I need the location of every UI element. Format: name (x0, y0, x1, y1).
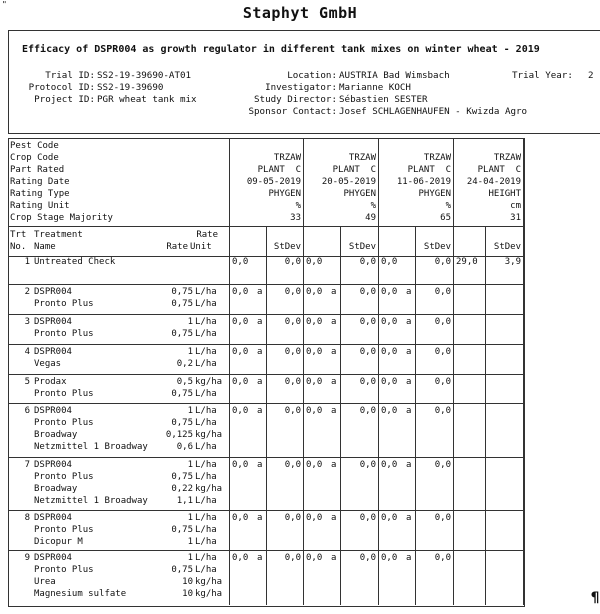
significance-letter: a (257, 513, 263, 523)
stdev-value: 0,0 (359, 377, 376, 387)
rating-part-rated: PLANT C (332, 165, 376, 175)
product-unit: L/ha (195, 359, 217, 369)
col-header-rate: Rate (166, 242, 188, 252)
col-header-stdev: StDev (273, 242, 301, 252)
col-header-no: No. (10, 242, 27, 252)
rating-crop-code: TRZAW (273, 153, 301, 163)
stdev-value: 0,0 (359, 406, 376, 416)
trial-id-label: Trial ID: (45, 70, 95, 81)
stdev-value: 3,9 (504, 257, 521, 267)
rating-crop-stage: 65 (440, 213, 451, 223)
treatment-number: 2 (24, 287, 30, 297)
significance-letter: a (331, 317, 337, 327)
rating-value: 0,0 (306, 257, 323, 267)
product-name: DSPR004 (34, 406, 72, 416)
rating-value: 0,0 (306, 460, 323, 470)
product-rate: 0,2 (176, 359, 193, 369)
product-rate: 0,75 (171, 389, 193, 399)
stdev-value: 0,0 (434, 460, 451, 470)
stdev-value: 0,0 (284, 257, 301, 267)
product-name: Netzmittel 1 Broadway (34, 442, 148, 452)
product-name: DSPR004 (34, 553, 72, 563)
rating-part-rated: PLANT C (407, 165, 451, 175)
significance-letter: a (406, 377, 412, 387)
rating-value: 0,0 (306, 347, 323, 357)
product-rate: 1 (187, 317, 193, 327)
product-unit: L/ha (195, 406, 217, 416)
product-unit: L/ha (195, 418, 217, 428)
stdev-value: 0,0 (434, 317, 451, 327)
corner-mark: " (2, 0, 7, 9)
product-rate: 0,75 (171, 329, 193, 339)
rating-value: 0,0 (232, 347, 249, 357)
header-label: Pest Code (10, 141, 59, 151)
rating-value: 0,0 (306, 513, 323, 523)
sponsor-contact: Josef SCHLAGENHAUFEN - Kwizda Agro (339, 106, 528, 117)
product-unit: L/ha (195, 347, 217, 357)
rating-rating-type: PHYGEN (343, 189, 376, 199)
rating-part-rated: PLANT C (257, 165, 301, 175)
stdev-separator (485, 226, 486, 605)
rating-rating-date: 09-05-2019 (246, 177, 301, 187)
stdev-value: 0,0 (284, 513, 301, 523)
product-rate: 0,125 (165, 430, 193, 440)
significance-letter: a (331, 406, 337, 416)
treatment-number: 4 (24, 347, 30, 357)
stdev-value: 0,0 (284, 347, 301, 357)
rating-value: 0,0 (232, 257, 249, 267)
product-name: Pronto Plus (34, 329, 94, 339)
rating-value: 0,0 (381, 460, 398, 470)
product-name: Vegas (34, 359, 62, 369)
project-id: PGR wheat tank mix (97, 94, 197, 105)
stdev-value: 0,0 (284, 377, 301, 387)
rating-value: 29,0 (456, 257, 478, 267)
protocol-id-label: Protocol ID: (28, 82, 95, 93)
product-rate: 0,75 (171, 299, 193, 309)
significance-letter: a (257, 287, 263, 297)
rating-value: 0,0 (232, 377, 249, 387)
product-unit: L/ha (195, 287, 217, 297)
product-unit: L/ha (195, 472, 217, 482)
investigator: Marianne KOCH (339, 82, 411, 93)
stdev-value: 0,0 (359, 257, 376, 267)
treatment-number: 8 (24, 513, 30, 523)
significance-letter: a (257, 406, 263, 416)
company-name: Staphyt GmbH (242, 4, 358, 22)
investigator-label: Investigator: (265, 82, 337, 93)
header-label: Rating Date (10, 177, 70, 187)
col-header-rate: Rate (196, 230, 218, 240)
significance-letter: a (331, 347, 337, 357)
product-rate: 0,22 (171, 484, 193, 494)
significance-letter: a (331, 287, 337, 297)
rating-value: 0,0 (381, 513, 398, 523)
col-header-stdev: StDev (493, 242, 521, 252)
rating-rating-type: PHYGEN (418, 189, 451, 199)
significance-letter: a (331, 377, 337, 387)
study-director: Sébastien SESTER (339, 94, 428, 105)
product-name: Netzmittel 1 Broadway (34, 496, 148, 506)
significance-letter: a (331, 513, 337, 523)
stdev-value: 0,0 (284, 287, 301, 297)
significance-letter: a (257, 553, 263, 563)
product-name: DSPR004 (34, 287, 72, 297)
location-label: Location: (287, 70, 337, 81)
product-rate: 1,1 (176, 496, 193, 506)
product-name: DSPR004 (34, 317, 72, 327)
significance-letter: a (331, 553, 337, 563)
significance-letter: a (331, 460, 337, 470)
significance-letter: a (406, 347, 412, 357)
rating-value: 0,0 (381, 553, 398, 563)
significance-letter: a (257, 377, 263, 387)
rating-crop-code: TRZAW (348, 153, 376, 163)
col-separator (523, 138, 524, 605)
product-unit: kg/ha (195, 484, 223, 494)
header-label: Part Rated (10, 165, 65, 175)
header-label: Rating Type (10, 189, 70, 199)
stdev-value: 0,0 (434, 513, 451, 523)
rating-rating-unit: cm (510, 201, 521, 211)
treatment-number: 1 (24, 257, 30, 267)
header-label: Rating Unit (10, 201, 70, 211)
rating-value: 0,0 (232, 406, 249, 416)
stdev-value: 0,0 (434, 406, 451, 416)
treatment-number: 6 (24, 406, 30, 416)
trial-id: SS2-19-39690-AT01 (97, 70, 192, 81)
rating-value: 0,0 (381, 257, 398, 267)
product-rate: 1 (187, 537, 193, 547)
col-header-stdev: StDev (423, 242, 451, 252)
trial-year: 2 (588, 70, 594, 81)
protocol-id: SS2-19-39690 (97, 82, 164, 93)
product-unit: L/ha (195, 442, 217, 452)
significance-letter: a (406, 317, 412, 327)
product-name: Broadway (34, 430, 78, 440)
product-rate: 0,75 (171, 525, 193, 535)
product-name: DSPR004 (34, 513, 72, 523)
product-name: Pronto Plus (34, 565, 94, 575)
product-rate: 0,5 (176, 377, 193, 387)
rating-value: 0,0 (232, 287, 249, 297)
product-unit: L/ha (195, 525, 217, 535)
rating-rating-unit: % (370, 201, 376, 211)
project-id-label: Project ID: (34, 94, 95, 105)
product-name: Pronto Plus (34, 418, 94, 428)
product-unit: kg/ha (195, 377, 223, 387)
product-rate: 0,75 (171, 287, 193, 297)
product-unit: L/ha (195, 553, 217, 563)
rating-value: 0,0 (306, 287, 323, 297)
product-name: Untreated Check (34, 257, 116, 267)
product-rate: 1 (187, 460, 193, 470)
trial-year-label: Trial Year: (512, 70, 573, 81)
rating-value: 0,0 (381, 317, 398, 327)
product-rate: 0,75 (171, 418, 193, 428)
rating-rating-unit: % (445, 201, 451, 211)
rating-value: 0,0 (232, 317, 249, 327)
rating-value: 0,0 (232, 553, 249, 563)
product-rate: 0,75 (171, 472, 193, 482)
significance-letter: a (406, 513, 412, 523)
rating-rating-date: 24-04-2019 (466, 177, 521, 187)
rating-value: 0,0 (381, 287, 398, 297)
header-label: Crop Code (10, 153, 59, 163)
pilcrow-mark: ¶ (591, 590, 600, 606)
product-unit: L/ha (195, 565, 217, 575)
significance-letter: a (257, 317, 263, 327)
location: AUSTRIA Bad Wimsbach (339, 70, 450, 81)
stdev-value: 0,0 (434, 257, 451, 267)
stdev-value: 0,0 (359, 317, 376, 327)
product-name: Prodax (34, 377, 67, 387)
stdev-value: 0,0 (284, 553, 301, 563)
product-unit: L/ha (195, 317, 217, 327)
rating-value: 0,0 (381, 377, 398, 387)
rating-rating-date: 20-05-2019 (321, 177, 376, 187)
stdev-value: 0,0 (434, 377, 451, 387)
product-unit: L/ha (195, 513, 217, 523)
product-unit: L/ha (195, 496, 217, 506)
rating-value: 0,0 (306, 317, 323, 327)
rating-value: 0,0 (381, 406, 398, 416)
stdev-value: 0,0 (359, 553, 376, 563)
product-name: DSPR004 (34, 460, 72, 470)
treatment-number: 7 (24, 460, 30, 470)
rating-rating-type: HEIGHT (488, 189, 521, 199)
sponsor-contact-label: Sponsor Contact: (248, 106, 337, 117)
product-rate: 1 (187, 553, 193, 563)
product-rate: 0,75 (171, 565, 193, 575)
product-unit: L/ha (195, 537, 217, 547)
col-header-trt: Trt (10, 230, 27, 240)
header-label: Crop Stage Majority (10, 213, 113, 223)
stdev-value: 0,0 (359, 460, 376, 470)
rating-value: 0,0 (306, 406, 323, 416)
rating-value: 0,0 (306, 553, 323, 563)
significance-letter: a (406, 553, 412, 563)
product-rate: 0,6 (176, 442, 193, 452)
rating-value: 0,0 (381, 347, 398, 357)
stdev-value: 0,0 (434, 347, 451, 357)
product-name: Dicopur M (34, 537, 83, 547)
rating-crop-code: TRZAW (493, 153, 521, 163)
product-unit: L/ha (195, 389, 217, 399)
product-rate: 1 (187, 347, 193, 357)
rating-rating-unit: % (295, 201, 301, 211)
product-unit: L/ha (195, 299, 217, 309)
treatment-number: 3 (24, 317, 30, 327)
product-rate: 1 (187, 406, 193, 416)
product-unit: L/ha (195, 460, 217, 470)
product-unit: kg/ha (195, 577, 223, 587)
col-header-treatment: Treatment (34, 230, 83, 240)
product-unit: kg/ha (195, 589, 223, 599)
product-name: Pronto Plus (34, 299, 94, 309)
col-header-stdev: StDev (348, 242, 376, 252)
product-unit: L/ha (195, 329, 217, 339)
rating-value: 0,0 (232, 513, 249, 523)
product-name: Pronto Plus (34, 389, 94, 399)
product-rate: 10 (182, 577, 193, 587)
report-title: Efficacy of DSPR004 as growth regulator in different tank mixes on winter wheat - 2019 (22, 44, 540, 55)
stdev-value: 0,0 (434, 287, 451, 297)
product-rate: 1 (187, 513, 193, 523)
product-name: DSPR004 (34, 347, 72, 357)
rating-crop-stage: 31 (510, 213, 521, 223)
significance-letter: a (406, 460, 412, 470)
product-name: Pronto Plus (34, 525, 94, 535)
treatment-number: 9 (24, 553, 30, 563)
product-name: Magnesium sulfate (34, 589, 127, 599)
stdev-value: 0,0 (284, 460, 301, 470)
product-name: Pronto Plus (34, 472, 94, 482)
rating-value: 0,0 (232, 460, 249, 470)
rating-crop-stage: 49 (365, 213, 376, 223)
col-header-name: Name (34, 242, 56, 252)
study-director-label: Study Director: (254, 94, 337, 105)
col-header-unit: Unit (190, 242, 212, 252)
significance-letter: a (406, 287, 412, 297)
significance-letter: a (257, 347, 263, 357)
stdev-value: 0,0 (284, 317, 301, 327)
treatment-number: 5 (24, 377, 30, 387)
rating-rating-date: 11-06-2019 (396, 177, 451, 187)
rating-value: 0,0 (306, 377, 323, 387)
stdev-value: 0,0 (359, 287, 376, 297)
stdev-value: 0,0 (434, 553, 451, 563)
rating-rating-type: PHYGEN (268, 189, 301, 199)
significance-letter: a (257, 460, 263, 470)
rating-crop-code: TRZAW (423, 153, 451, 163)
rating-part-rated: PLANT C (477, 165, 521, 175)
product-rate: 10 (182, 589, 193, 599)
rating-crop-stage: 33 (290, 213, 301, 223)
stdev-value: 0,0 (359, 513, 376, 523)
product-name: Urea (34, 577, 56, 587)
product-unit: kg/ha (195, 430, 223, 440)
stdev-value: 0,0 (359, 347, 376, 357)
significance-letter: a (406, 406, 412, 416)
stdev-value: 0,0 (284, 406, 301, 416)
product-name: Broadway (34, 484, 78, 494)
